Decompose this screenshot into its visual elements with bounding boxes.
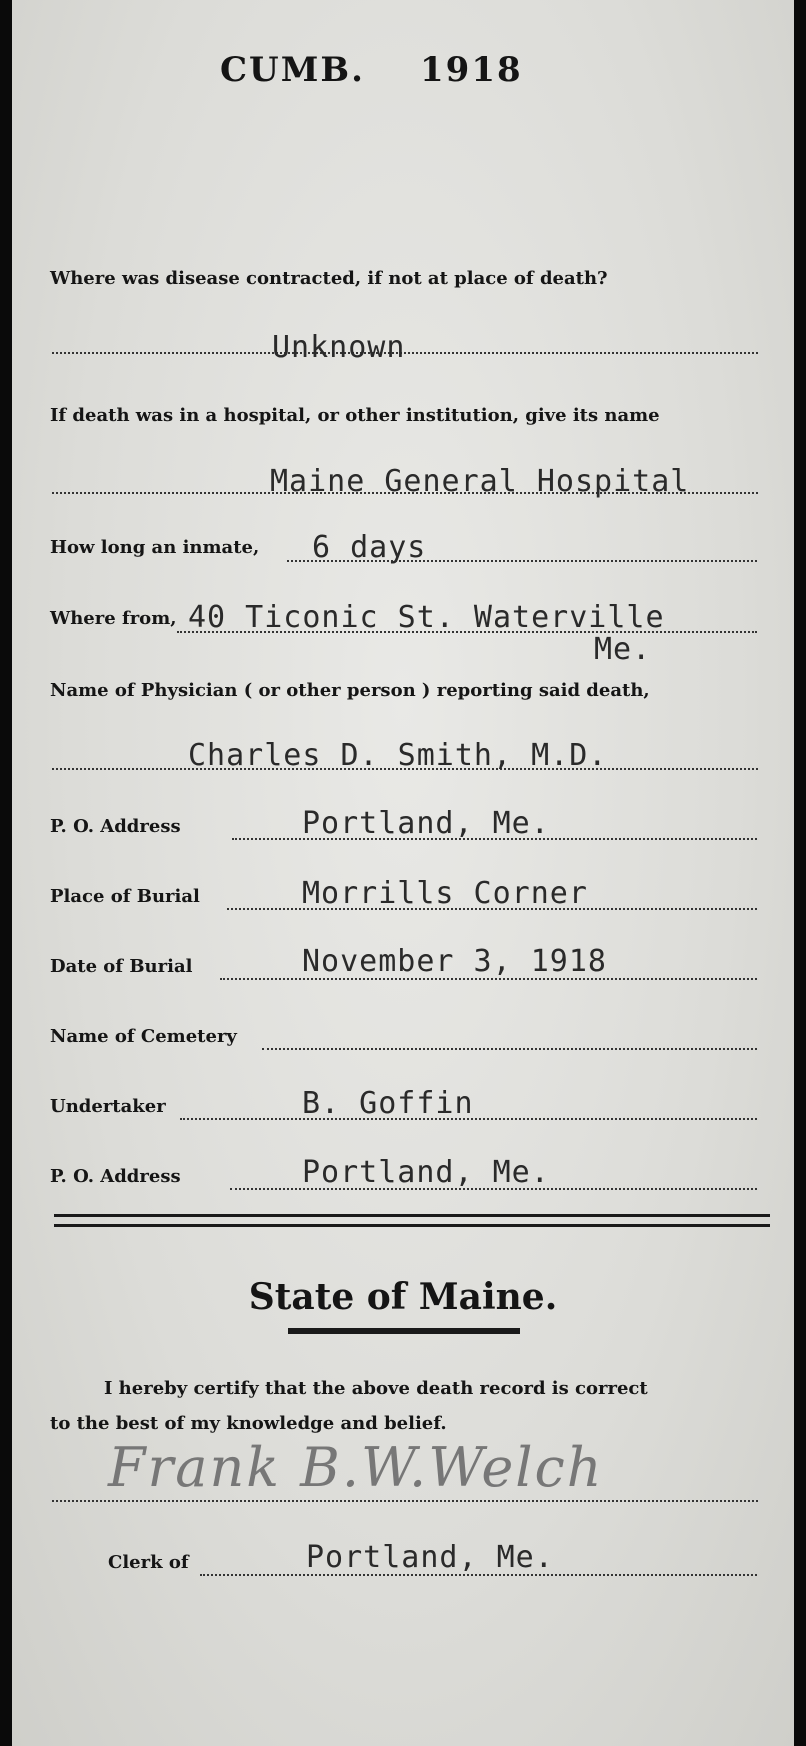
undertaker-label: Undertaker: [50, 1096, 166, 1117]
clerk-signature: Frank B.W.Welch: [108, 1436, 604, 1499]
cemetery-label: Name of Cemetery: [50, 1026, 237, 1047]
state-title: State of Maine.: [248, 1276, 558, 1318]
undertaker-value: B. Goffin: [302, 1086, 474, 1121]
disease-answer: Unknown: [272, 330, 406, 365]
header-county: CUMB.: [220, 50, 365, 90]
po-address2-label: P. O. Address: [50, 1166, 181, 1187]
po-address-value: Portland, Me.: [302, 806, 550, 841]
clerk-label: Clerk of: [108, 1552, 189, 1573]
inmate-label: How long an inmate,: [50, 537, 260, 558]
certify-text-line2: to the best of my knowledge and belief.: [50, 1413, 447, 1434]
physician-question: Name of Physician ( or other person ) reporting said death,: [50, 680, 650, 701]
double-rule-bottom: [54, 1224, 770, 1227]
clerk-value: Portland, Me.: [306, 1540, 554, 1575]
burial-date-label: Date of Burial: [50, 956, 193, 977]
double-rule-top: [54, 1214, 770, 1217]
from-label: Where from,: [50, 608, 177, 629]
burial-place-value: Morrills Corner: [302, 876, 588, 911]
from-value: 40 Ticonic St. Waterville: [188, 600, 665, 635]
header-year: 1918: [420, 50, 523, 90]
po-address-label: P. O. Address: [50, 816, 181, 837]
physician-answer: Charles D. Smith, M.D.: [188, 738, 608, 773]
hospital-question: If death was in a hospital, or other institution, give its name: [50, 405, 660, 426]
inmate-value: 6 days: [312, 530, 427, 565]
signature-line: [52, 1500, 758, 1502]
po-address2-value: Portland, Me.: [302, 1155, 550, 1190]
hospital-answer: Maine General Hospital: [270, 464, 690, 499]
burial-place-label: Place of Burial: [50, 886, 200, 907]
death-record-card: [12, 0, 794, 1746]
burial-date-value: November 3, 1918: [302, 944, 607, 979]
disease-question: Where was disease contracted, if not at place of death?: [50, 268, 608, 289]
from-value-state: Me.: [594, 632, 652, 667]
certify-text-line1: I hereby certify that the above death record is correct: [104, 1378, 648, 1399]
title-underline: [288, 1328, 520, 1334]
cemetery-line: [262, 1048, 757, 1050]
